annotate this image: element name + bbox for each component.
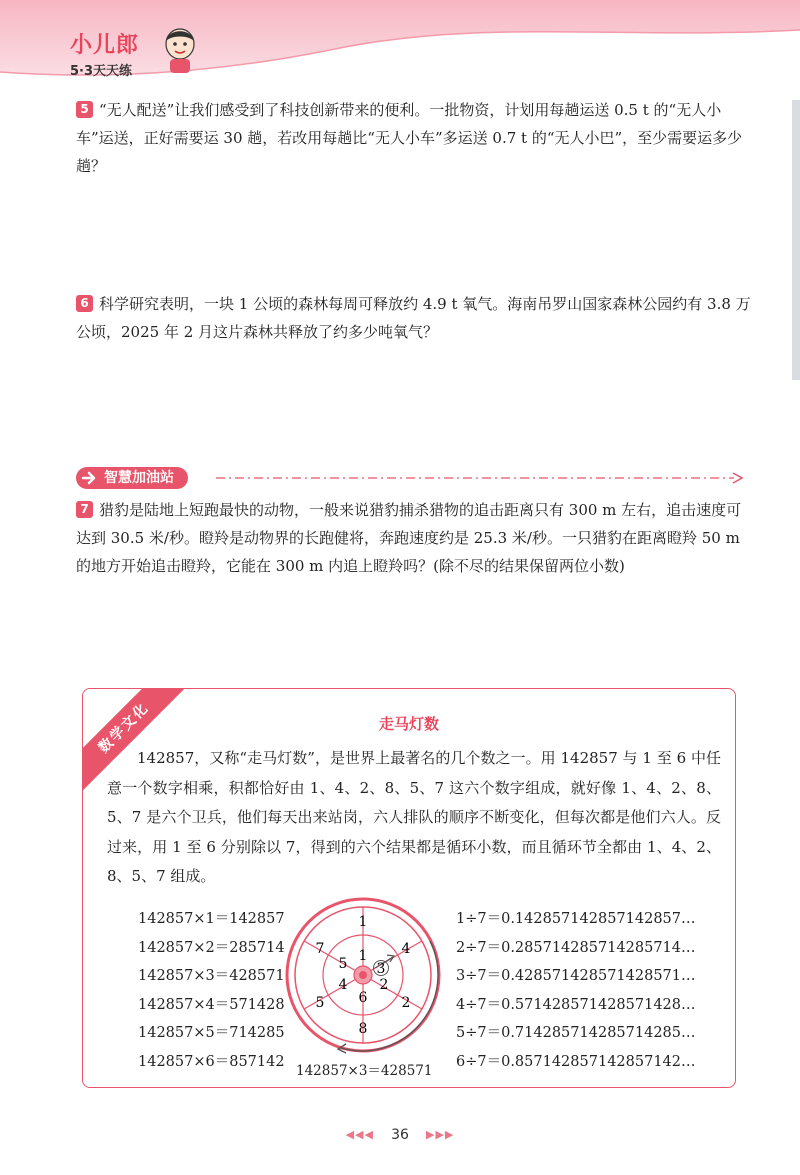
section-label-text: 智慧加油站 (104, 470, 174, 486)
series-name: 5·3天天练 (70, 64, 133, 79)
wheel-outer-digit: 7 (315, 941, 325, 957)
wheel-inner-digit: 5 (338, 956, 348, 972)
question-number: 7 (76, 501, 93, 518)
question-6 (76, 290, 756, 346)
page-number: 36 (391, 1126, 409, 1143)
division-row: 1÷7＝0.142857142857142857… (456, 911, 696, 927)
wheel-outer-digit: 4 (401, 941, 411, 957)
number-wheel (283, 895, 443, 1055)
wheel-inner-digit: 6 (358, 990, 368, 1006)
math-culture-box (82, 688, 736, 1088)
wheel-outer-digit: 8 (358, 1021, 368, 1037)
wheel-inner-digit: 4 (338, 977, 348, 993)
question-5 (76, 96, 756, 180)
wheel-caption: 142857×3＝428571 (296, 1063, 433, 1079)
multiplication-row: 142857×3＝428571 (138, 968, 285, 984)
wheel-inner-digit: 2 (379, 977, 389, 993)
division-list (456, 905, 696, 1076)
multiplication-row: 142857×6＝857142 (138, 1053, 285, 1070)
dashed-divider (216, 467, 746, 489)
wheel-outer-digit: 1 (358, 914, 368, 930)
multiplication-row: 142857×5＝714285 (138, 1025, 285, 1041)
culture-paragraph: 142857，又称“走马灯数”，是世界上最著名的几个数之一。用 142857 与 1 至 6 中任意一个数字相乘，积都恰好由 1、4、2、8、5、7 这六个数字组成，就好像 1、4、2、8、5、7 是六个卫兵，他们每天出来站岗，六人排队的顺序不断变化，但每次都是他们六人。反过来，用 1 至 6 分别除以 7，得到的六个结果都是循环小数，而且循环节全都由 1、4、2、8、5、7 组成。 (107, 749, 721, 885)
wheel-inner-digit: 3 (376, 961, 386, 977)
wheel-outer-digit: 5 (315, 995, 325, 1011)
arrow-icon (80, 468, 100, 488)
multiplication-row: 142857×2＝285714 (138, 939, 285, 956)
culture-ribbon: 数学文化 (82, 688, 188, 792)
division-row: 5÷7＝0.714285714285714285… (456, 1025, 696, 1041)
question-7 (76, 496, 756, 580)
question-number: 5 (76, 101, 93, 118)
page-edge-bar (792, 100, 800, 380)
brand-name: 小儿郎 (70, 33, 140, 58)
brand-logo (70, 28, 139, 79)
section-header (76, 467, 746, 491)
multiplication-row: 142857×1＝142857 (138, 911, 285, 927)
multiplication-row: 142857×4＝571428 (138, 996, 285, 1013)
question-text: 猎豹是陆地上短跑最快的动物，一般来说猎豹捕杀猎物的追击距离只有 300 m 左右，追击速度可达到 30.5 米/秒。瞪羚是动物界的长跑健将，奔跑速度约是 25.3 米/秒。一只猎豹在距离瞪羚 50 m 的地方开始追击瞪羚，它能在 300 m 内追上瞪羚吗？(除不尽的结果保留两位小数) (76, 501, 742, 575)
wheel-inner-digit: 1 (358, 948, 368, 964)
prev-arrows-icon: ◀◀◀ (345, 1128, 374, 1141)
page-footer (0, 1124, 800, 1144)
question-text: 科学研究表明，一块 1 公顷的森林每周可释放约 4.9 t 氧气。海南吊罗山国家森林公园约有 3.8 万公顷，2025 年 2 月这片森林共释放了约多少吨氧气？ (76, 295, 751, 341)
section-label (76, 467, 188, 489)
question-number: 6 (76, 295, 93, 312)
wheel-outer-digit: 2 (401, 995, 411, 1011)
division-row: 2÷7＝0.285714285714285714… (456, 939, 696, 956)
multiplication-list (138, 905, 285, 1076)
question-text: “无人配送”让我们感受到了科技创新带来的便利。一批物资，计划用每趟运送 0.5 t 的“无人小车”运送，正好需要运 30 趟，若改用每趟比“无人小车”多运送 0.7 t 的“无人小巴”，至少需要运多少趟？ (76, 101, 743, 175)
division-row: 4÷7＝0.571428571428571428… (456, 996, 696, 1013)
division-row: 3÷7＝0.428571428571428571… (456, 968, 696, 984)
next-arrows-icon: ▶▶▶ (426, 1128, 455, 1141)
division-row: 6÷7＝0.857142857142857142… (456, 1053, 696, 1070)
mascot-icon (162, 26, 198, 74)
culture-title: 走马灯数 (378, 715, 439, 733)
